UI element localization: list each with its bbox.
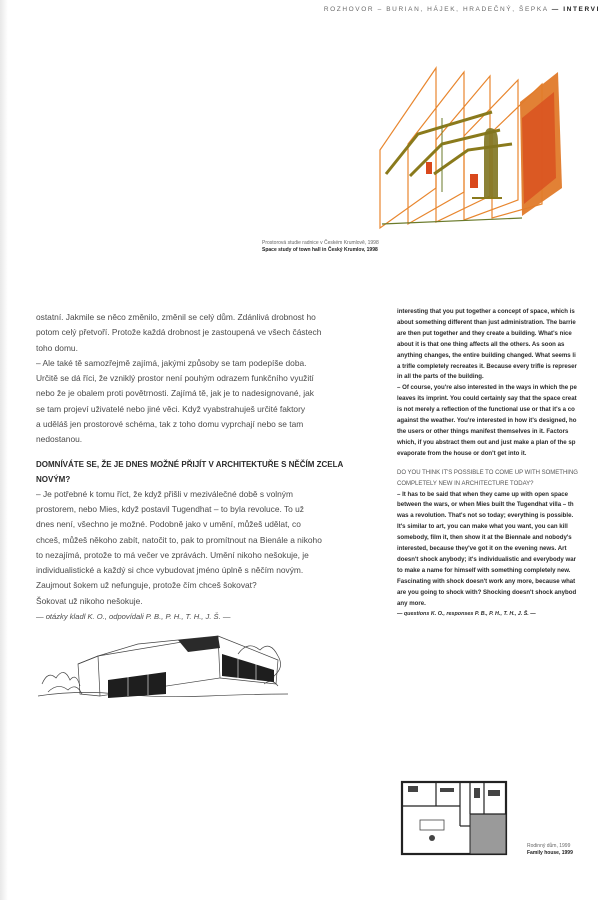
running-head [324, 6, 600, 13]
family-house-floor-plan [400, 780, 508, 856]
text-line: individualistické a každý si chce vybudovat jméno úplně s něčím novým. [36, 565, 304, 576]
text-line: somebody, film it, then show it at the Biennale and nobody's [397, 534, 572, 542]
text-line: Určitě se dá říci, že vzniklý prostor není pouhým odrazem funkčního využití [36, 373, 314, 384]
english-signature: — questions K. O., responses P. B., P. H., T. H., J. Š. — [397, 611, 536, 618]
text-line: COMPLETELY NEW IN ARCHITECTURE TODAY? [397, 480, 534, 487]
text-line: against the weather. You're interested in how it's designed, ho [397, 417, 577, 425]
english-paragraph-1 [397, 307, 600, 383]
top-figure-caption-en: Space study of town hall in Český Krumlov, 1998 [262, 247, 378, 253]
house-perspective-sketch [38, 614, 288, 714]
top-figure-caption [262, 240, 379, 254]
page-fold-shadow [0, 0, 8, 900]
english-paragraph-2 [397, 383, 600, 459]
czech-signature: — otázky kladl K. O., odpovídali P. B., P. H., T. H., J. Š. — [36, 612, 231, 622]
text-line: It's similar to art, you can make what you want, you can kill [397, 523, 568, 531]
text-line: Fascinating with shock doesn't work any more, because what [397, 577, 576, 585]
text-line: NOVÝM? [36, 474, 71, 484]
text-line: chceš, můžeš někoho zabít, natočit to, pak to promítnout na Bienále a nikoho [36, 534, 322, 545]
text-line: se tam projeví uživatelé nebo jiné věci. Když vyabstrahuješ určité faktory [36, 403, 306, 414]
czech-question [36, 457, 380, 487]
text-line: any more. [397, 599, 426, 607]
text-line: to make a name for himself with something completely new. [397, 566, 571, 574]
text-line: dnes není, všechno je možné. Podobně jako v umění, můžeš udělat, co [36, 519, 301, 530]
text-line: a trifle completely recreates it. Because every trifle is represer [397, 362, 577, 370]
text-line: about it is that one thing affects all the others. As soon as [397, 340, 565, 348]
text-line: anything changes, the entire building changed. What seems li [397, 351, 576, 359]
text-line: ostatní. Jakmile se něco změnilo, změnil se celý dům. Zdánlivá drobnost ho [36, 312, 316, 322]
text-line: leaves its imprint. You could certainly say that the space creat [397, 395, 577, 403]
text-line: a uděláš jen prostorové schéma, tak z toho domu vyprchají nebo se tam [36, 419, 304, 430]
top-figure-caption-cs: Prostorová studie radnice v Českém Krumlově, 1998 [262, 240, 379, 246]
text-line: – Of course, you're also interested in the ways in which the pe [397, 384, 577, 392]
text-line: interesting that you put together a concept of space, which is [397, 308, 575, 315]
plan-figure-caption-en: Family house, 1999 [527, 850, 573, 856]
text-line: in all the parts of the building. [397, 373, 484, 381]
text-line: nedostanou. [36, 434, 83, 445]
text-line: was a revolution. That's not so today; everything is possible. [397, 512, 574, 520]
english-column [397, 307, 600, 620]
text-line: prostorem, nebo Mies, když postavil Tugendhat – to byla revoluce. To už [36, 503, 304, 514]
text-line: are then put together and they create a building. What's nice [397, 329, 572, 337]
town-hall-space-study-sketch [372, 58, 600, 236]
text-line: which, if you abstract them out and just make a plan of the sp [397, 438, 576, 446]
text-line: the users or other things manifest themselves in it. Factors [397, 427, 569, 435]
text-line: are you going to shock with? Shocking doesn't shock anybod [397, 588, 577, 596]
text-line: toho domu. [36, 342, 78, 353]
text-line: – It has to be said that when they came up with open space [397, 490, 568, 498]
text-line: potom celý přetvoří. Protože každá drobnost je zastoupená ve všech částech [36, 327, 322, 338]
text-line: to nezajímá, protože to má večer ve zprávách. Umění nikoho nešokuje, je [36, 549, 309, 560]
text-line: DOMNÍVÁTE SE, ŽE JE DNES MOŽNÉ PŘIJÍT V ARCHITEKTUŘE S NĚČÍM ZCELA [36, 459, 344, 469]
english-answer [397, 490, 600, 610]
text-line: – Ale také tě samozřejmě zajímá, jakými způsoby se tam podepíše doba. [36, 357, 307, 368]
text-line: Šokovat už nikoho nešokuje. [36, 595, 143, 606]
text-line: nebo že je obalem proti povětrnosti. Zajímá tě, jak je to nadesignované, jak [36, 388, 314, 399]
text-line: is not merely a reflection of the functional use or that it's a co [397, 406, 575, 414]
czech-paragraph-1 [36, 310, 380, 356]
text-line: interested, because they've got it on the evening news. Art [397, 545, 567, 553]
text-line: evaporate from the house or don't get into it. [397, 449, 527, 457]
czech-answer [36, 487, 380, 609]
plan-figure-caption-cs: Rodinný dům, 1999 [527, 843, 571, 849]
english-question [397, 468, 600, 490]
czech-paragraph-2 [36, 356, 380, 448]
text-line: about something different than just administration. The barrie [397, 318, 576, 326]
text-line: DO YOU THINK IT'S POSSIBLE TO COME UP WITH SOMETHING [397, 469, 578, 476]
running-head-section: — INTERVI [551, 6, 600, 13]
text-line: – Je potřebné k tomu říct, že když přišli v meziválečné době s volným [36, 488, 293, 499]
czech-column [36, 310, 380, 624]
text-line: doesn't shock anybody; it's individualistic and everybody war [397, 555, 576, 563]
plan-figure-caption [527, 843, 573, 857]
running-head-title: ROZHOVOR – BURIAN, HÁJEK, HRADEČNÝ, ŠEPKA [323, 6, 549, 13]
text-line: Zaujmout šokem už nefunguje, protože čím chceš šokovat? [36, 580, 257, 591]
text-line: between the wars, or when Mies built the Tugendhat villa – th [397, 501, 574, 509]
